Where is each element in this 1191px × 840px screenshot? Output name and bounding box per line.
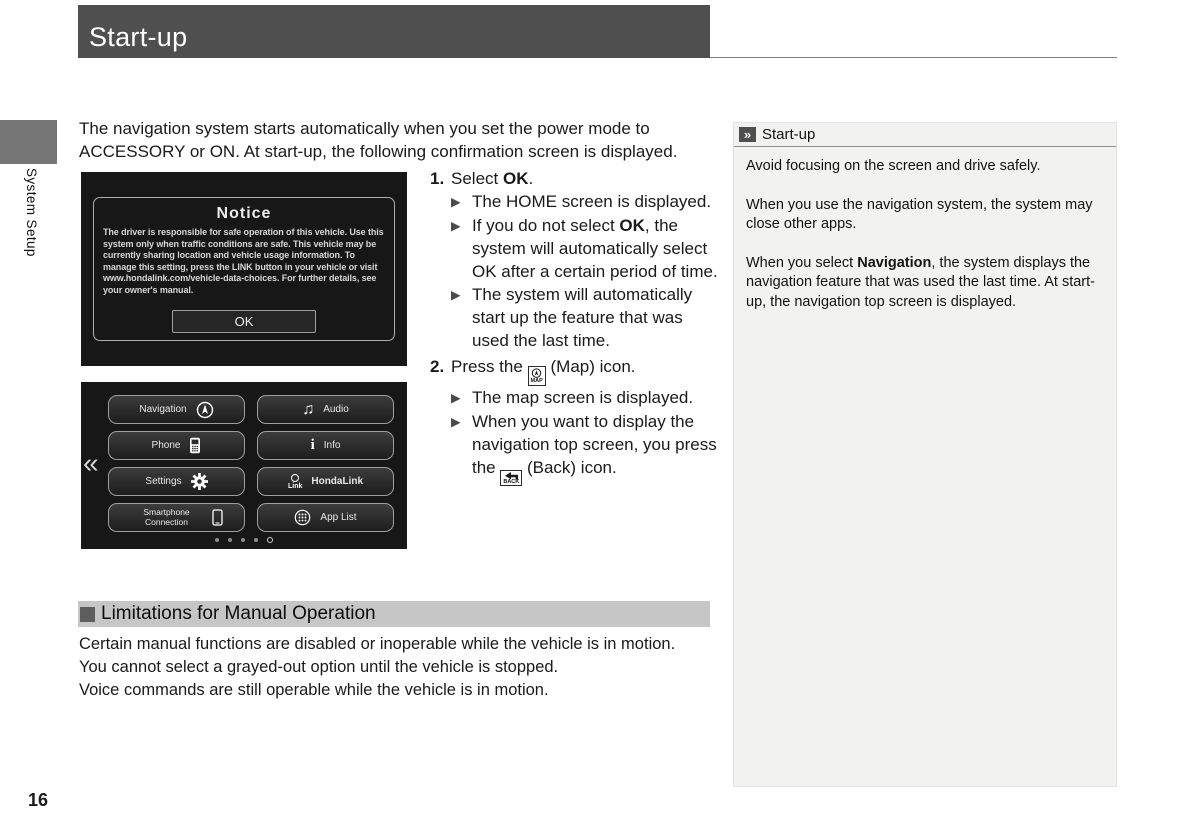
- page-indicator-dots: [215, 537, 273, 543]
- home-button-label: App List: [320, 512, 357, 523]
- section-title: Limitations for Manual Operation: [101, 603, 376, 624]
- step-1: 1. Select OK.: [430, 169, 534, 188]
- step-number: 2.: [430, 357, 445, 376]
- notice-title: Notice: [216, 205, 272, 222]
- map-icon: MAP: [528, 366, 546, 386]
- page-dot-active: [267, 537, 273, 543]
- note-title: Start-up: [762, 126, 816, 143]
- intro-paragraph: The navigation system starts automatically when you set the power mode to ACCESSORY or ON. At start-up, the following confirmation screen is displayed.: [79, 119, 678, 161]
- page-dot: [228, 538, 232, 542]
- page-header-bar: [78, 5, 710, 58]
- note-body: [734, 147, 1116, 312]
- home-button-app-list: [257, 503, 394, 532]
- note-header: [734, 123, 1116, 147]
- note-paragraph: When you use the navigation system, the system may close other apps.: [746, 196, 1093, 232]
- home-button-label: Info: [323, 440, 341, 451]
- home-button-label: Navigation: [139, 404, 187, 415]
- page-dot: [215, 538, 219, 542]
- notice-screen-illustration: [81, 172, 407, 366]
- page-dot: [241, 538, 245, 542]
- step-number: 1.: [430, 169, 445, 188]
- page-title: Start-up: [89, 22, 188, 52]
- home-button-smartphone-connection: [108, 503, 245, 532]
- home-button-navigation: [108, 395, 245, 424]
- step-2-result-1: ▶ The map screen is displayed.: [451, 386, 722, 410]
- double-chevron-icon: »: [739, 127, 756, 142]
- home-button-label: Phone: [151, 440, 181, 451]
- page-dot: [254, 538, 258, 542]
- gear-icon: [191, 473, 208, 490]
- note-paragraph: Avoid focusing on the screen and drive safely.: [746, 158, 1041, 174]
- home-button-settings: [108, 467, 245, 496]
- music-note-icon: ♫: [302, 400, 315, 418]
- smartphone-icon: [212, 509, 223, 526]
- chapter-tab: [0, 120, 57, 164]
- home-button-label: Settings: [145, 476, 182, 487]
- page-number: 16: [28, 790, 49, 810]
- result-arrow-icon: ▶: [451, 219, 461, 233]
- step-2: 2. Press the MAP (Map) icon.: [430, 357, 636, 384]
- home-button-audio: [257, 395, 394, 424]
- home-button-label: HondaLink: [311, 476, 364, 487]
- mobile-phone-icon: [189, 437, 201, 454]
- result-arrow-icon: ▶: [451, 195, 461, 209]
- previous-page-chevron-icon: «: [83, 446, 99, 478]
- header-rule: [710, 57, 1117, 58]
- back-icon: BACK: [500, 470, 522, 487]
- step-2-result-2: ▶ When you want to display the navigation top screen, you press the BACK (Back) icon.: [451, 411, 717, 485]
- limitations-body: [79, 633, 675, 702]
- step-1-result-3: ▶ The system will automatically start up the feature that was used the last time.: [451, 285, 693, 350]
- compass-icon: [196, 401, 214, 419]
- notice-dialog: [93, 197, 395, 341]
- note-paragraph: When you select Navigation, the system displays the navigation feature that was used the last time. At start-up, the navigation top screen is displayed.: [746, 254, 1095, 310]
- limitations-line: Certain manual functions are disabled or inoperable while the vehicle is in motion.: [79, 635, 676, 653]
- home-button-label: Smartphone Connection: [143, 507, 190, 527]
- result-arrow-icon: ▶: [451, 390, 461, 405]
- home-button-label: Audio: [323, 404, 349, 415]
- section-square-icon: [80, 607, 95, 622]
- home-button-phone: [108, 431, 245, 460]
- step-1-result-1: ▶ The HOME screen is displayed.: [451, 190, 722, 214]
- hondalink-icon: Link: [288, 474, 302, 490]
- limitations-line: You cannot select a grayed-out option until the vehicle is stopped.: [79, 658, 559, 676]
- info-icon: i: [310, 437, 315, 453]
- result-arrow-icon: ▶: [451, 414, 461, 429]
- home-button-grid: [108, 395, 394, 532]
- home-button-info: [257, 431, 394, 460]
- limitations-line: Voice commands are still operable while the vehicle is in motion.: [79, 681, 549, 699]
- chapter-tab-label: System Setup: [24, 168, 39, 257]
- step-1-result-2: ▶ If you do not select OK, the system will automatically select OK after a certain period of time.: [451, 216, 718, 281]
- section-header-limitations: [78, 601, 710, 627]
- app-grid-icon: [294, 509, 311, 526]
- home-button-hondalink: [257, 467, 394, 496]
- home-screen-illustration: [81, 382, 407, 549]
- ok-button: OK: [172, 310, 316, 333]
- side-note-box: [733, 122, 1117, 787]
- result-arrow-icon: ▶: [451, 288, 461, 302]
- notice-body-text: The driver is responsible for safe operation of this vehicle. Use this system only when traffic conditions are safe. This vehicle may be currently sharing location and vehicle usage information. To manage this setting, press the LINK button in your vehicle or visit www.hondalink.com/vehicle-data-choices. For further details, see your owner's manual.: [103, 227, 384, 295]
- instruction-steps: [430, 167, 722, 486]
